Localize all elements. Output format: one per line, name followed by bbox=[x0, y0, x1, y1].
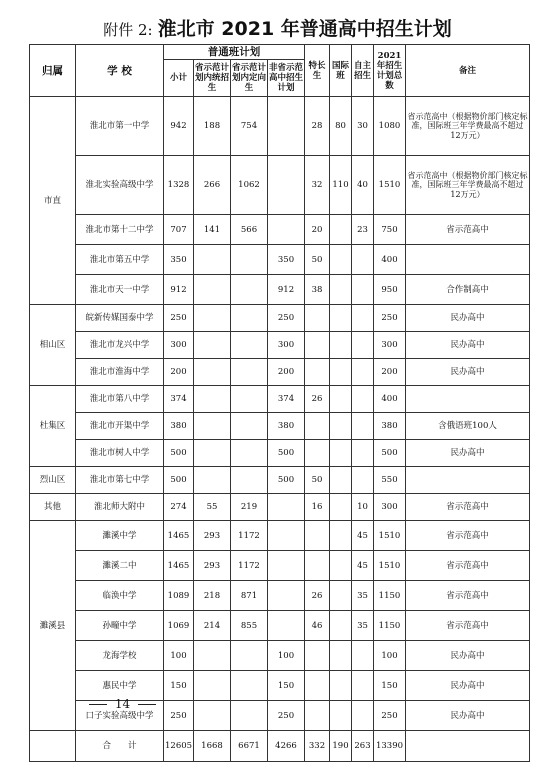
school-cell: 皖新传媒国泰中学 bbox=[76, 305, 164, 332]
total-label: 合 计 bbox=[76, 731, 164, 762]
table-row bbox=[30, 386, 530, 413]
total-cell: 950 bbox=[374, 275, 406, 305]
shengshi-tongchou-cell bbox=[194, 440, 231, 467]
techang-cell: 50 bbox=[305, 467, 330, 494]
zizhu-cell: 45 bbox=[352, 521, 374, 551]
subtotal-cell: 1465 bbox=[164, 521, 194, 551]
total-cell: 150 bbox=[374, 671, 406, 701]
table-row bbox=[30, 305, 530, 332]
zizhu-cell: 23 bbox=[352, 215, 374, 245]
techang-cell bbox=[305, 521, 330, 551]
subtotal-cell: 942 bbox=[164, 97, 194, 156]
zizhu-cell bbox=[352, 701, 374, 731]
fei-shengshi-cell bbox=[268, 581, 305, 611]
guoji-cell bbox=[330, 611, 352, 641]
fei-shengshi-cell bbox=[268, 551, 305, 581]
techang-cell bbox=[305, 413, 330, 440]
guoji-cell bbox=[330, 494, 352, 521]
total-cell: 1510 bbox=[374, 521, 406, 551]
zizhu-cell: 30 bbox=[352, 97, 374, 156]
header-shengshi-dingxiang: 省示范计划内定向生 bbox=[231, 60, 268, 97]
zizhu-cell bbox=[352, 359, 374, 386]
guoji-cell bbox=[330, 440, 352, 467]
school-cell: 龙海学校 bbox=[76, 641, 164, 671]
fei-shengshi-cell: 150 bbox=[268, 671, 305, 701]
subtotal-cell: 250 bbox=[164, 305, 194, 332]
table-row bbox=[30, 521, 530, 551]
subtotal-cell: 1089 bbox=[164, 581, 194, 611]
shengshi-dingxiang-cell bbox=[231, 386, 268, 413]
table-row bbox=[30, 359, 530, 386]
techang-cell bbox=[305, 671, 330, 701]
remark-cell: 民办高中 bbox=[406, 641, 530, 671]
table-row bbox=[30, 215, 530, 245]
total-cell: 300 bbox=[374, 494, 406, 521]
region-cell: 杜集区 bbox=[30, 386, 76, 467]
total-cell: 750 bbox=[374, 215, 406, 245]
guoji-cell bbox=[330, 215, 352, 245]
guoji-cell bbox=[330, 551, 352, 581]
subtotal-cell: 1465 bbox=[164, 551, 194, 581]
shengshi-dingxiang-cell bbox=[231, 467, 268, 494]
total-fei-shengshi: 4266 bbox=[268, 731, 305, 762]
total-row bbox=[30, 731, 530, 762]
remark-cell: 民办高中 bbox=[406, 671, 530, 701]
guoji-cell bbox=[330, 641, 352, 671]
school-cell: 淮北师大附中 bbox=[76, 494, 164, 521]
guoji-cell bbox=[330, 332, 352, 359]
table-row bbox=[30, 156, 530, 215]
total-techang: 332 bbox=[305, 731, 330, 762]
school-cell: 濉溪二中 bbox=[76, 551, 164, 581]
techang-cell bbox=[305, 332, 330, 359]
subtotal-cell: 150 bbox=[164, 671, 194, 701]
techang-cell bbox=[305, 701, 330, 731]
shengshi-tongchou-cell: 188 bbox=[194, 97, 231, 156]
school-cell: 淮北市开渠中学 bbox=[76, 413, 164, 440]
remark-cell bbox=[406, 245, 530, 275]
guoji-cell: 80 bbox=[330, 97, 352, 156]
header-guoji: 国际班 bbox=[330, 45, 352, 97]
total-total: 13390 bbox=[374, 731, 406, 762]
zizhu-cell: 35 bbox=[352, 611, 374, 641]
header-row-1 bbox=[30, 45, 530, 60]
school-cell: 淮北市第八中学 bbox=[76, 386, 164, 413]
header-shengshi-tongchou: 省示范计划内统招生 bbox=[194, 60, 231, 97]
techang-cell: 16 bbox=[305, 494, 330, 521]
shengshi-tongchou-cell bbox=[194, 275, 231, 305]
guoji-cell bbox=[330, 467, 352, 494]
fei-shengshi-cell: 500 bbox=[268, 467, 305, 494]
subtotal-cell: 707 bbox=[164, 215, 194, 245]
zizhu-cell: 10 bbox=[352, 494, 374, 521]
zizhu-cell bbox=[352, 305, 374, 332]
total-cell: 400 bbox=[374, 245, 406, 275]
subtotal-cell: 912 bbox=[164, 275, 194, 305]
total-zizhu: 263 bbox=[352, 731, 374, 762]
techang-cell: 28 bbox=[305, 97, 330, 156]
shengshi-tongchou-cell: 293 bbox=[194, 551, 231, 581]
guoji-cell bbox=[330, 305, 352, 332]
subtotal-cell: 1069 bbox=[164, 611, 194, 641]
fei-shengshi-cell: 380 bbox=[268, 413, 305, 440]
remark-cell: 含俄语班100人 bbox=[406, 413, 530, 440]
zizhu-cell: 35 bbox=[352, 581, 374, 611]
remark-cell: 省示范高中（根据物价部门核定标准，国际班三年学费最高不超过12万元） bbox=[406, 156, 530, 215]
fei-shengshi-cell: 912 bbox=[268, 275, 305, 305]
table-row bbox=[30, 97, 530, 156]
techang-cell bbox=[305, 641, 330, 671]
subtotal-cell: 100 bbox=[164, 641, 194, 671]
school-cell: 淮北市第五中学 bbox=[76, 245, 164, 275]
page-number-text: 14 bbox=[114, 697, 131, 711]
fei-shengshi-cell: 350 bbox=[268, 245, 305, 275]
page-title bbox=[0, 14, 555, 41]
zizhu-cell bbox=[352, 245, 374, 275]
shengshi-tongchou-cell: 141 bbox=[194, 215, 231, 245]
table-row bbox=[30, 581, 530, 611]
zizhu-cell bbox=[352, 440, 374, 467]
shengshi-dingxiang-cell bbox=[231, 671, 268, 701]
shengshi-dingxiang-cell bbox=[231, 413, 268, 440]
shengshi-dingxiang-cell: 754 bbox=[231, 97, 268, 156]
fei-shengshi-cell: 250 bbox=[268, 701, 305, 731]
total-cell: 100 bbox=[374, 641, 406, 671]
guoji-cell bbox=[330, 671, 352, 701]
techang-cell bbox=[305, 551, 330, 581]
shengshi-tongchou-cell bbox=[194, 386, 231, 413]
total-cell: 250 bbox=[374, 701, 406, 731]
region-cell: 相山区 bbox=[30, 305, 76, 386]
subtotal-cell: 250 bbox=[164, 701, 194, 731]
shengshi-dingxiang-cell: 1172 bbox=[231, 551, 268, 581]
guoji-cell bbox=[330, 386, 352, 413]
header-techang: 特长生 bbox=[305, 45, 330, 97]
total-cell: 1080 bbox=[374, 97, 406, 156]
school-cell: 孙疃中学 bbox=[76, 611, 164, 641]
school-cell: 淮北市第十二中学 bbox=[76, 215, 164, 245]
subtotal-cell: 274 bbox=[164, 494, 194, 521]
shengshi-dingxiang-cell bbox=[231, 641, 268, 671]
total-cell: 380 bbox=[374, 413, 406, 440]
techang-cell: 26 bbox=[305, 581, 330, 611]
total-region-cell bbox=[30, 731, 76, 762]
shengshi-tongchou-cell: 55 bbox=[194, 494, 231, 521]
school-cell: 淮北市天一中学 bbox=[76, 275, 164, 305]
header-putong-group: 普通班计划 bbox=[164, 45, 305, 60]
enrollment-plan-table bbox=[29, 44, 530, 762]
school-cell: 临涣中学 bbox=[76, 581, 164, 611]
total-cell: 1150 bbox=[374, 611, 406, 641]
school-cell: 淮北市淮海中学 bbox=[76, 359, 164, 386]
header-remark: 备注 bbox=[406, 45, 530, 97]
fei-shengshi-cell: 100 bbox=[268, 641, 305, 671]
region-cell: 濉溪县 bbox=[30, 521, 76, 731]
zizhu-cell: 40 bbox=[352, 156, 374, 215]
remark-cell bbox=[406, 386, 530, 413]
guoji-cell: 110 bbox=[330, 156, 352, 215]
total-cell: 1510 bbox=[374, 156, 406, 215]
fei-shengshi-cell bbox=[268, 521, 305, 551]
fei-shengshi-cell bbox=[268, 215, 305, 245]
total-cell: 500 bbox=[374, 440, 406, 467]
remark-cell: 省示范高中 bbox=[406, 521, 530, 551]
shengshi-tongchou-cell bbox=[194, 467, 231, 494]
header-zizhu: 自主招生 bbox=[352, 45, 374, 97]
subtotal-cell: 1328 bbox=[164, 156, 194, 215]
shengshi-dingxiang-cell bbox=[231, 245, 268, 275]
fei-shengshi-cell: 250 bbox=[268, 305, 305, 332]
total-shengshi-tongchou: 1668 bbox=[194, 731, 231, 762]
shengshi-dingxiang-cell: 1172 bbox=[231, 521, 268, 551]
table-row bbox=[30, 275, 530, 305]
techang-cell bbox=[305, 359, 330, 386]
shengshi-dingxiang-cell: 566 bbox=[231, 215, 268, 245]
shengshi-tongchou-cell: 218 bbox=[194, 581, 231, 611]
subtotal-cell: 500 bbox=[164, 467, 194, 494]
remark-cell: 民办高中 bbox=[406, 332, 530, 359]
table-row bbox=[30, 332, 530, 359]
school-cell: 口子实验高级中学 bbox=[76, 701, 164, 731]
subtotal-cell: 350 bbox=[164, 245, 194, 275]
shengshi-dingxiang-cell: 219 bbox=[231, 494, 268, 521]
shengshi-dingxiang-cell: 1062 bbox=[231, 156, 268, 215]
total-shengshi-dingxiang: 6671 bbox=[231, 731, 268, 762]
total-cell: 550 bbox=[374, 467, 406, 494]
zizhu-cell bbox=[352, 671, 374, 701]
remark-cell: 省示范高中 bbox=[406, 611, 530, 641]
header-guishu: 归属 bbox=[30, 45, 76, 97]
remark-cell: 省示范高中 bbox=[406, 551, 530, 581]
total-subtotal: 12605 bbox=[164, 731, 194, 762]
total-cell: 300 bbox=[374, 332, 406, 359]
title-text: 淮北市 2021 年普通高中招生计划 bbox=[157, 18, 452, 40]
school-cell: 淮北市树人中学 bbox=[76, 440, 164, 467]
total-remark bbox=[406, 731, 530, 762]
fei-shengshi-cell bbox=[268, 97, 305, 156]
shengshi-dingxiang-cell bbox=[231, 440, 268, 467]
table-row bbox=[30, 245, 530, 275]
shengshi-tongchou-cell bbox=[194, 671, 231, 701]
guoji-cell bbox=[330, 521, 352, 551]
shengshi-tongchou-cell bbox=[194, 359, 231, 386]
shengshi-tongchou-cell bbox=[194, 641, 231, 671]
dash-left bbox=[89, 704, 107, 705]
guoji-cell bbox=[330, 581, 352, 611]
fei-shengshi-cell: 200 bbox=[268, 359, 305, 386]
guoji-cell bbox=[330, 245, 352, 275]
techang-cell: 50 bbox=[305, 245, 330, 275]
total-cell: 250 bbox=[374, 305, 406, 332]
remark-cell: 省示范高中 bbox=[406, 494, 530, 521]
header-fei-shengshi: 非省示范高中招生计划 bbox=[268, 60, 305, 97]
techang-cell: 38 bbox=[305, 275, 330, 305]
techang-cell bbox=[305, 440, 330, 467]
techang-cell: 32 bbox=[305, 156, 330, 215]
shengshi-tongchou-cell bbox=[194, 332, 231, 359]
subtotal-cell: 380 bbox=[164, 413, 194, 440]
table-row bbox=[30, 641, 530, 671]
zizhu-cell bbox=[352, 413, 374, 440]
fei-shengshi-cell: 300 bbox=[268, 332, 305, 359]
remark-cell bbox=[406, 467, 530, 494]
shengshi-dingxiang-cell bbox=[231, 275, 268, 305]
subtotal-cell: 374 bbox=[164, 386, 194, 413]
page-number bbox=[0, 697, 245, 711]
school-cell: 淮北市第七中学 bbox=[76, 467, 164, 494]
techang-cell: 46 bbox=[305, 611, 330, 641]
subtotal-cell: 500 bbox=[164, 440, 194, 467]
table-row bbox=[30, 494, 530, 521]
shengshi-dingxiang-cell: 855 bbox=[231, 611, 268, 641]
techang-cell: 26 bbox=[305, 386, 330, 413]
guoji-cell bbox=[330, 275, 352, 305]
techang-cell: 20 bbox=[305, 215, 330, 245]
table-row bbox=[30, 551, 530, 581]
shengshi-tongchou-cell bbox=[194, 305, 231, 332]
zizhu-cell bbox=[352, 467, 374, 494]
table-row bbox=[30, 671, 530, 701]
guoji-cell bbox=[330, 701, 352, 731]
region-cell: 烈山区 bbox=[30, 467, 76, 494]
table-row bbox=[30, 413, 530, 440]
remark-cell: 省示范高中（根据物价部门核定标准，国际班三年学费最高不超过12万元） bbox=[406, 97, 530, 156]
shengshi-tongchou-cell: 293 bbox=[194, 521, 231, 551]
remark-cell: 民办高中 bbox=[406, 359, 530, 386]
school-cell: 淮北实验高级中学 bbox=[76, 156, 164, 215]
total-cell: 1510 bbox=[374, 551, 406, 581]
header-subtotal: 小计 bbox=[164, 60, 194, 97]
zizhu-cell bbox=[352, 275, 374, 305]
remark-cell: 民办高中 bbox=[406, 305, 530, 332]
shengshi-tongchou-cell: 214 bbox=[194, 611, 231, 641]
remark-cell: 民办高中 bbox=[406, 701, 530, 731]
zizhu-cell bbox=[352, 386, 374, 413]
school-cell: 惠民中学 bbox=[76, 671, 164, 701]
zizhu-cell bbox=[352, 332, 374, 359]
table-row bbox=[30, 440, 530, 467]
shengshi-dingxiang-cell bbox=[231, 332, 268, 359]
remark-cell: 合作制高中 bbox=[406, 275, 530, 305]
fei-shengshi-cell bbox=[268, 494, 305, 521]
shengshi-tongchou-cell bbox=[194, 245, 231, 275]
zizhu-cell bbox=[352, 641, 374, 671]
subtotal-cell: 300 bbox=[164, 332, 194, 359]
table-row bbox=[30, 611, 530, 641]
title-prefix: 附件 2: bbox=[103, 21, 153, 39]
school-cell: 濉溪中学 bbox=[76, 521, 164, 551]
table-row bbox=[30, 467, 530, 494]
fei-shengshi-cell: 374 bbox=[268, 386, 305, 413]
region-cell: 其他 bbox=[30, 494, 76, 521]
techang-cell bbox=[305, 305, 330, 332]
shengshi-tongchou-cell: 266 bbox=[194, 156, 231, 215]
shengshi-dingxiang-cell bbox=[231, 305, 268, 332]
school-cell: 淮北市第一中学 bbox=[76, 97, 164, 156]
fei-shengshi-cell: 500 bbox=[268, 440, 305, 467]
guoji-cell bbox=[330, 359, 352, 386]
total-cell: 200 bbox=[374, 359, 406, 386]
fei-shengshi-cell bbox=[268, 156, 305, 215]
shengshi-dingxiang-cell bbox=[231, 359, 268, 386]
remark-cell: 省示范高中 bbox=[406, 215, 530, 245]
school-cell: 淮北市龙兴中学 bbox=[76, 332, 164, 359]
guoji-cell bbox=[330, 413, 352, 440]
header-total: 2021年招生计划总数 bbox=[374, 45, 406, 97]
dash-right bbox=[138, 704, 156, 705]
remark-cell: 省示范高中 bbox=[406, 581, 530, 611]
total-guoji: 190 bbox=[330, 731, 352, 762]
shengshi-dingxiang-cell: 871 bbox=[231, 581, 268, 611]
shengshi-tongchou-cell bbox=[194, 413, 231, 440]
subtotal-cell: 200 bbox=[164, 359, 194, 386]
remark-cell: 民办高中 bbox=[406, 440, 530, 467]
total-cell: 400 bbox=[374, 386, 406, 413]
header-school: 学 校 bbox=[76, 45, 164, 97]
zizhu-cell: 45 bbox=[352, 551, 374, 581]
total-cell: 1150 bbox=[374, 581, 406, 611]
fei-shengshi-cell bbox=[268, 611, 305, 641]
region-cell: 市直 bbox=[30, 97, 76, 305]
